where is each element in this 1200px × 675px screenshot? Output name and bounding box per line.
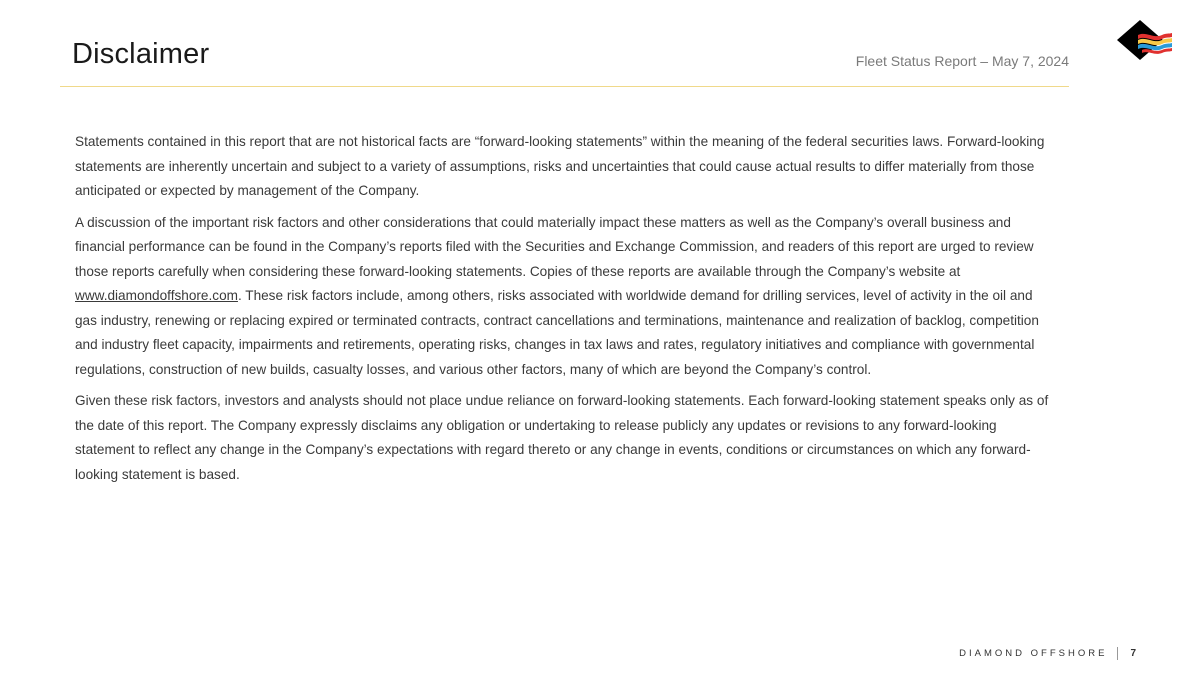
footer-divider: [1117, 647, 1118, 660]
diamond-wave-logo-icon: [1116, 19, 1174, 61]
company-website-link[interactable]: www.diamondoffshore.com: [75, 288, 238, 303]
page-title: Disclaimer: [72, 38, 210, 70]
paragraph-2-text-before-link: A discussion of the important risk factors and other considerations that could materially impact these matters as well as the Company’s overall business and financial performance can be found in the Company’s reports filed with the Securities and Exchange Commission, and readers of this report are urged to review those reports carefully when considering these forward-looking statements. Copies of these reports are available through the Company’s website at: [75, 214, 1034, 279]
disclaimer-paragraph-1: Statements contained in this report that are not historical facts are “forward-looking statements” within the meaning of the federal securities laws. Forward-looking statements are inherently uncertain and subject to a variety of assumptions, risks and uncertainties that could cause actual results to differ materially from those anticipated or expected by management of the Company.: [75, 134, 1045, 198]
header-divider: [60, 86, 1069, 87]
report-subtitle: Fleet Status Report – May 7, 2024: [855, 53, 1069, 69]
disclaimer-body: [75, 130, 1050, 494]
page-number: 7: [1130, 648, 1136, 659]
disclaimer-paragraph-2: [75, 211, 1050, 383]
paragraph-2-text-after-link: . These risk factors include, among others, risks associated with worldwide demand for drilling services, level of activity in the oil and gas industry, renewing or replacing expired or terminated contracts, contract cancellations and terminations, maintenance and realization of backlog, competition and industry fleet capacity, impairments and retirements, operating risks, changes in tax laws and rates, regulatory initiatives and compliance with governmental regulations, construction of new builds, casualty losses, and various other factors, many of which are beyond the Company’s control.: [75, 288, 1039, 377]
footer: [959, 647, 1136, 660]
disclaimer-paragraph-3: Given these risk factors, investors and analysts should not place undue reliance on forward-looking statements. Each forward-looking statement speaks only as of the date of this report. The Company expressly disclaims any obligation or undertaking to release publicly any updates or revisions to any forward-looking statement to reflect any change in the Company’s expectations with regard thereto or any change in events, conditions or circumstances on which any forward-looking statement is based.: [75, 393, 1049, 482]
footer-brand: DIAMOND OFFSHORE: [959, 648, 1108, 659]
